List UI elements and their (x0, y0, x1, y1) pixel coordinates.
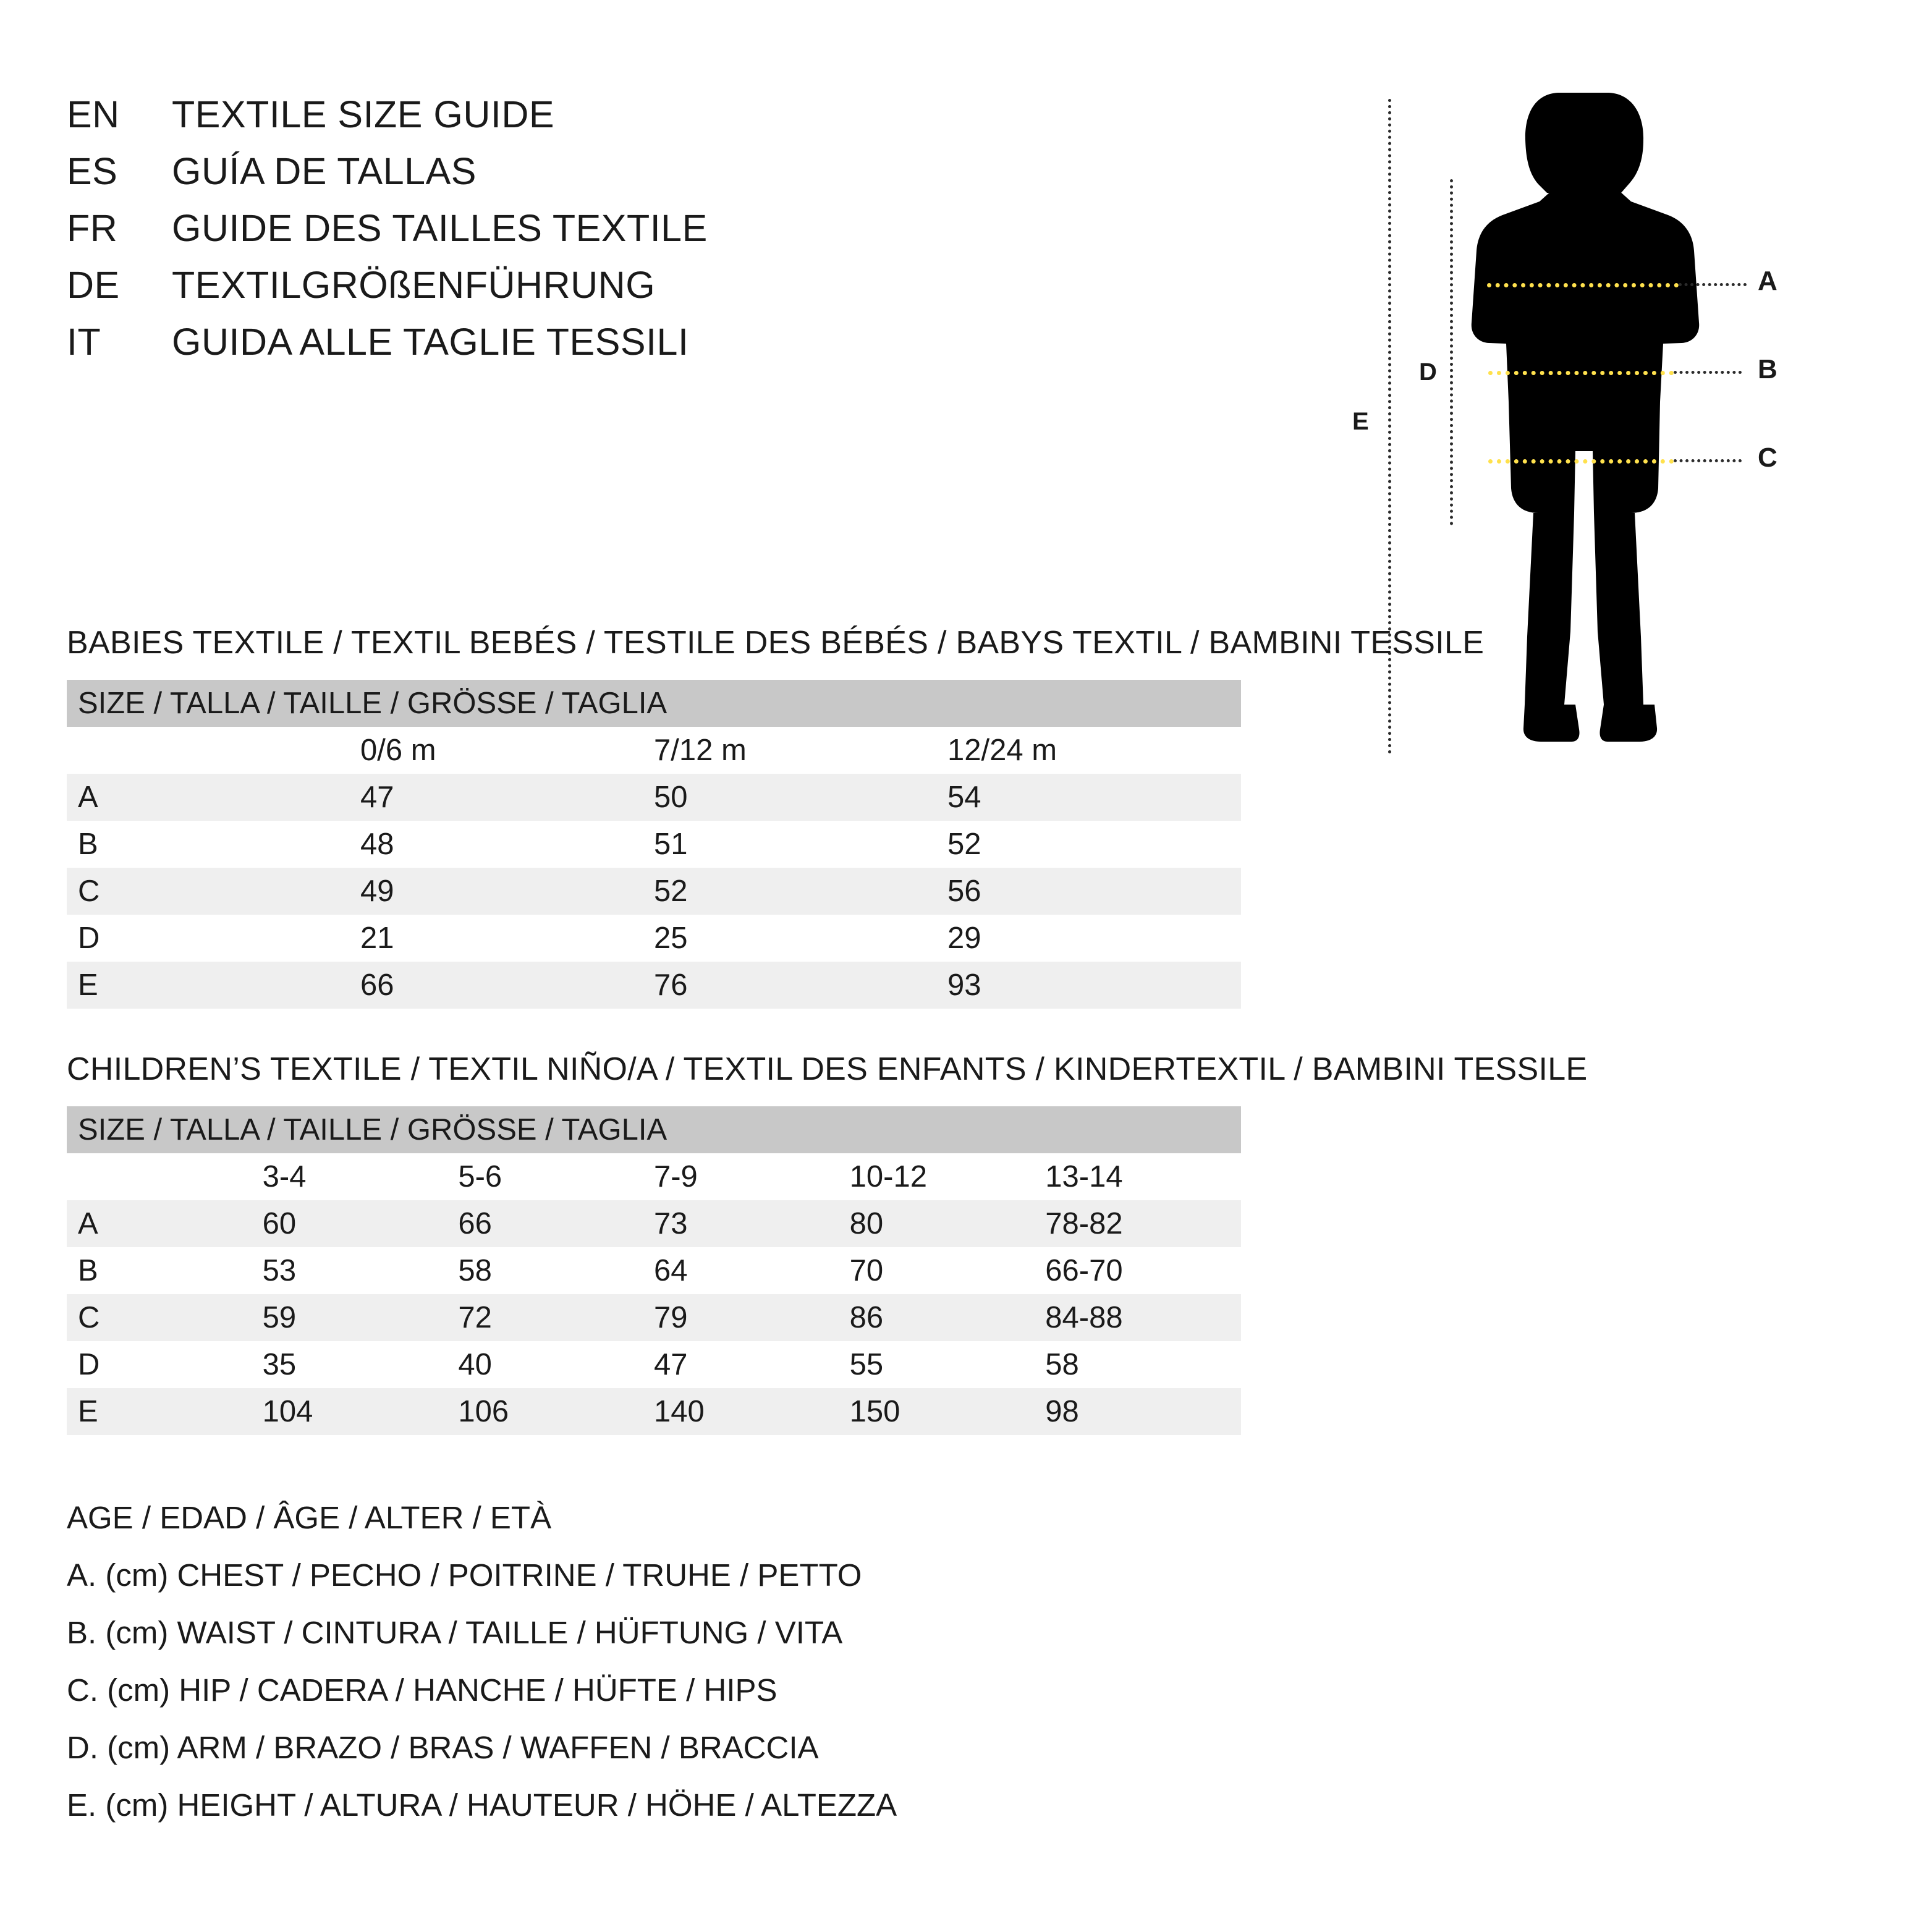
arm-guide-line (1450, 179, 1453, 525)
children-cell-b-2: 64 (654, 1247, 850, 1294)
babies-row-label-e: E (67, 962, 360, 1009)
children-column-1: 5-6 (458, 1153, 654, 1200)
language-row-it (67, 320, 1241, 377)
children-cell-a-2: 73 (654, 1200, 850, 1247)
chest-leader-line (1679, 283, 1747, 286)
children-cell-e-4: 98 (1045, 1388, 1241, 1435)
children-cell-c-4: 84-88 (1045, 1294, 1241, 1341)
children-cell-e-0: 104 (263, 1388, 459, 1435)
table-row (67, 1200, 1241, 1247)
figure-label-a: A (1758, 266, 1777, 296)
babies-cell-b-1: 51 (654, 821, 947, 868)
table-column-row (67, 727, 1241, 774)
table-row (67, 774, 1241, 821)
children-row-label-d: D (67, 1341, 263, 1388)
babies-size-table (67, 680, 1241, 1009)
language-title-it: GUIDA ALLE TAGLIE TESSILI (172, 321, 689, 363)
waist-leader-line (1674, 371, 1742, 374)
children-size-table (67, 1106, 1241, 1435)
children-table-header: SIZE / TALLA / TAILLE / GRÖSSE / TAGLIA (67, 1106, 1241, 1153)
children-row-label-b: B (67, 1247, 263, 1294)
language-row-es (67, 150, 1241, 206)
babies-cell-c-2: 56 (947, 868, 1241, 915)
babies-column-1: 7/12 m (654, 727, 947, 774)
children-column-4: 13-14 (1045, 1153, 1241, 1200)
table-row (67, 868, 1241, 915)
hip-measure-line (1488, 459, 1674, 464)
children-cell-b-1: 58 (458, 1247, 654, 1294)
legend-line-age: AGE / EDAD / ÂGE / ALTER / ETÀ (67, 1500, 552, 1535)
table-header-row (67, 680, 1241, 727)
babies-cell-d-0: 21 (360, 915, 654, 962)
language-title-es: GUÍA DE TALLAS (172, 150, 477, 192)
children-cell-c-1: 72 (458, 1294, 654, 1341)
babies-row-label-d: D (67, 915, 360, 962)
language-code-es: ES (67, 150, 118, 192)
children-row-label-e: E (67, 1388, 263, 1435)
children-cell-a-0: 60 (263, 1200, 459, 1247)
babies-column-0: 0/6 m (360, 727, 654, 774)
children-cell-b-0: 53 (263, 1247, 459, 1294)
waist-measure-line (1488, 371, 1674, 375)
children-cell-b-4: 66-70 (1045, 1247, 1241, 1294)
babies-cell-e-1: 76 (654, 962, 947, 1009)
chest-measure-line (1487, 283, 1679, 287)
babies-cell-a-2: 54 (947, 774, 1241, 821)
children-row-label-a: A (67, 1200, 263, 1247)
table-row (67, 915, 1241, 962)
children-cell-a-1: 66 (458, 1200, 654, 1247)
babies-row-label-b: B (67, 821, 360, 868)
legend-line-arm: D. (cm) ARM / BRAZO / BRAS / WAFFEN / BRACCIA (67, 1730, 819, 1765)
children-cell-c-0: 59 (263, 1294, 459, 1341)
children-cell-d-4: 58 (1045, 1341, 1241, 1388)
children-cell-d-1: 40 (458, 1341, 654, 1388)
children-section (67, 1051, 1588, 1435)
legend-line-hip: C. (cm) HIP / CADERA / HANCHE / HÜFTE / HIPS (67, 1672, 777, 1708)
children-section-title: CHILDREN’S TEXTILE / TEXTIL NIÑO/A / TEXTIL DES ENFANTS / KINDERTEXTIL / BAMBINI TESSILE (67, 1051, 1588, 1087)
children-cell-c-3: 86 (850, 1294, 1046, 1341)
babies-row-label-c: C (67, 868, 360, 915)
children-cell-c-2: 79 (654, 1294, 850, 1341)
babies-cell-b-0: 48 (360, 821, 654, 868)
table-row (67, 1341, 1241, 1388)
legend-line-height: E. (cm) HEIGHT / ALTURA / HAUTEUR / HÖHE / ALTEZZA (67, 1787, 897, 1823)
child-silhouette-icon (1465, 80, 1706, 748)
children-cell-e-1: 106 (458, 1388, 654, 1435)
figure-label-d: D (1419, 358, 1437, 386)
children-cell-b-3: 70 (850, 1247, 1046, 1294)
figure-label-c: C (1758, 443, 1777, 473)
language-code-de: DE (67, 264, 120, 306)
table-row (67, 1294, 1241, 1341)
children-cell-d-2: 47 (654, 1341, 850, 1388)
children-cell-a-4: 78-82 (1045, 1200, 1241, 1247)
babies-cell-e-2: 93 (947, 962, 1241, 1009)
babies-table-header: SIZE / TALLA / TAILLE / GRÖSSE / TAGLIA (67, 680, 1241, 727)
children-corner-cell (67, 1153, 263, 1200)
table-header-row (67, 1106, 1241, 1153)
language-code-it: IT (67, 321, 101, 363)
children-cell-d-0: 35 (263, 1341, 459, 1388)
babies-cell-c-1: 52 (654, 868, 947, 915)
table-row (67, 1388, 1241, 1435)
babies-cell-d-1: 25 (654, 915, 947, 962)
children-column-2: 7-9 (654, 1153, 850, 1200)
language-code-fr: FR (67, 207, 118, 249)
babies-cell-c-0: 49 (360, 868, 654, 915)
children-row-label-c: C (67, 1294, 263, 1341)
legend-line-chest: A. (cm) CHEST / PECHO / POITRINE / TRUHE / PETTO (67, 1557, 862, 1593)
table-column-row (67, 1153, 1241, 1200)
babies-section (67, 624, 1485, 1009)
babies-cell-a-0: 47 (360, 774, 654, 821)
children-cell-e-2: 140 (654, 1388, 850, 1435)
table-row (67, 962, 1241, 1009)
hip-leader-line (1674, 459, 1742, 462)
language-row-en (67, 93, 1241, 150)
babies-section-title: BABIES TEXTILE / TEXTIL BEBÉS / TESTILE DES BÉBÉS / BABYS TEXTIL / BAMBINI TESSILE (67, 625, 1485, 661)
measurement-legend (67, 1502, 1303, 1847)
babies-corner-cell (67, 727, 360, 774)
table-row (67, 1247, 1241, 1294)
language-code-en: EN (67, 93, 120, 135)
language-title-en: TEXTILE SIZE GUIDE (172, 93, 555, 135)
language-title-de: TEXTILGRÖßENFÜHRUNG (172, 264, 656, 306)
children-column-3: 10-12 (850, 1153, 1046, 1200)
babies-cell-d-2: 29 (947, 915, 1241, 962)
babies-cell-a-1: 50 (654, 774, 947, 821)
children-cell-d-3: 55 (850, 1341, 1046, 1388)
babies-column-2: 12/24 m (947, 727, 1241, 774)
table-row (67, 821, 1241, 868)
language-title-list (67, 93, 1241, 377)
children-cell-a-3: 80 (850, 1200, 1046, 1247)
children-column-0: 3-4 (263, 1153, 459, 1200)
legend-line-waist: B. (cm) WAIST / CINTURA / TAILLE / HÜFTUNG / VITA (67, 1615, 843, 1650)
babies-row-label-a: A (67, 774, 360, 821)
figure-label-b: B (1758, 354, 1777, 384)
babies-cell-b-2: 52 (947, 821, 1241, 868)
children-cell-e-3: 150 (850, 1388, 1046, 1435)
language-row-de (67, 263, 1241, 320)
language-row-fr (67, 206, 1241, 263)
figure-label-e: E (1352, 408, 1369, 435)
language-title-fr: GUIDE DES TAILLES TEXTILE (172, 207, 708, 249)
babies-cell-e-0: 66 (360, 962, 654, 1009)
